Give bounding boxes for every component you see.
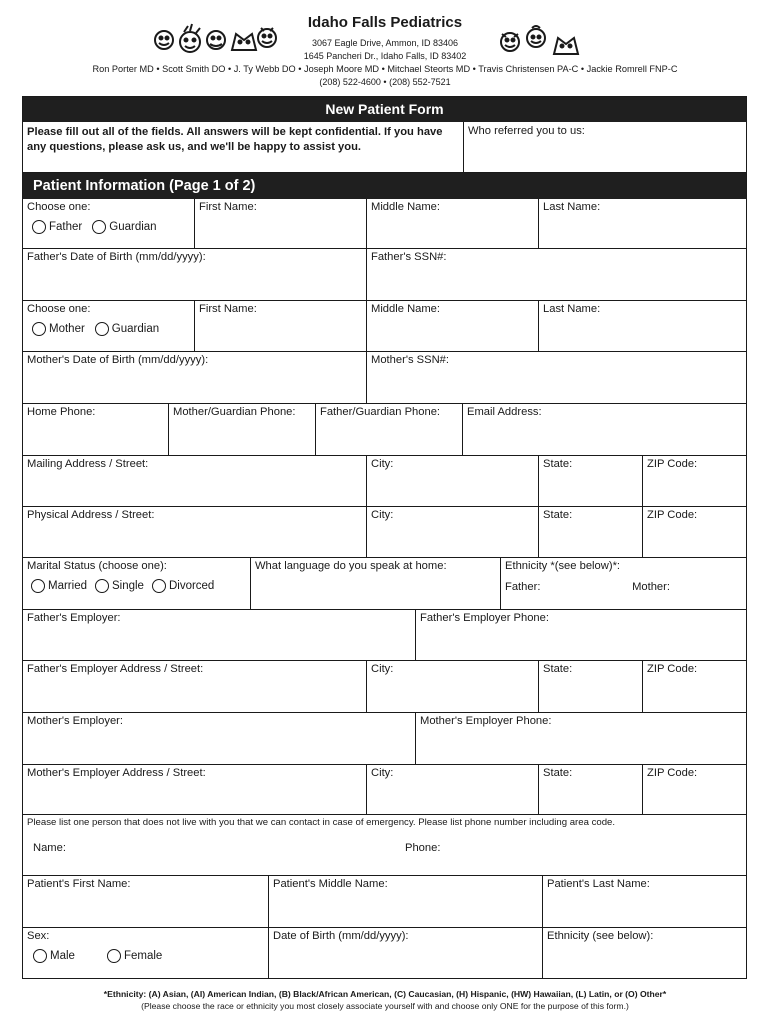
mother-employer-state-field[interactable]: State:: [539, 765, 643, 814]
guardian-radio[interactable]: Guardian: [92, 220, 156, 234]
email-field[interactable]: Email Address:: [467, 406, 542, 418]
mailing-address-row: [23, 456, 746, 507]
father-ssn-field[interactable]: Father's SSN#:: [371, 251, 447, 263]
phone-row: [23, 404, 746, 456]
mother-employer-phone-field[interactable]: Mother's Employer Phone:: [420, 715, 552, 727]
radio-circle-icon: [32, 322, 46, 336]
provider-list: Ron Porter MD • Scott Smith DO • J. Ty Webb DO • Joseph Moore MD • Mitchael Steorts MD • Travis Christensen PA-C • Jackie Romrell FNP-C: [92, 64, 678, 74]
marital-label: Marital Status (choose one):: [27, 560, 167, 572]
mother-employer-address-row: [23, 765, 746, 815]
footnote-line-2: (Please choose the race or ethnicity you most closely associate yourself with and choose only ONE for the purpose of this form.): [141, 1001, 629, 1011]
ethnicity-label: Ethnicity *(see below)*:: [505, 560, 621, 572]
mailing-zip-field[interactable]: ZIP Code:: [647, 458, 698, 470]
emergency-contact-cell: [23, 815, 746, 875]
guardian-radio[interactable]: Guardian: [95, 322, 159, 336]
radio-circle-icon: [92, 220, 106, 234]
physical-street-field[interactable]: Physical Address / Street:: [23, 507, 367, 557]
form-title: New Patient Form: [23, 97, 746, 122]
radio-circle-icon: [107, 949, 121, 963]
sex-label: Sex:: [27, 930, 50, 942]
patient-last-name-field[interactable]: Patient's Last Name:: [547, 878, 650, 890]
radio-circle-icon: [95, 579, 109, 593]
mother-phone-field[interactable]: Mother/Guardian Phone:: [169, 404, 316, 455]
patient-first-name-field[interactable]: Patient's First Name:: [23, 876, 269, 927]
intro-text: Please fill out all of the fields. All answers will be kept confidential. If you have any questions, please ask us, and we'll be happy to assist you.: [23, 122, 464, 172]
choose-one-label: Choose one:: [27, 303, 91, 315]
radio-circle-icon: [31, 579, 45, 593]
mother-ssn-field[interactable]: Mother's SSN#:: [371, 354, 449, 366]
mother-employer-city-field[interactable]: City:: [367, 765, 539, 814]
father-name-row: [23, 199, 746, 249]
new-patient-form: [22, 96, 747, 979]
clinic-phones: (208) 522-4600 • (208) 552-7521: [319, 77, 451, 87]
mother-dob-row: [23, 352, 746, 404]
male-radio[interactable]: Male: [33, 949, 75, 963]
ethnicity-father-field[interactable]: Father:: [505, 581, 541, 593]
father-employer-address-row: [23, 661, 746, 713]
father-employer-street-field[interactable]: Father's Employer Address / Street:: [23, 661, 367, 712]
page-header: [0, 0, 770, 96]
sex-cell: [23, 928, 269, 978]
patient-ethnicity-field[interactable]: Ethnicity (see below):: [547, 930, 654, 942]
mother-employer-row: [23, 713, 746, 765]
mailing-street-field[interactable]: Mailing Address / Street:: [23, 456, 367, 506]
mother-employer-zip-field[interactable]: ZIP Code:: [647, 767, 698, 779]
mother-first-name-field[interactable]: First Name:: [195, 301, 367, 351]
father-radio[interactable]: Father: [32, 220, 82, 234]
mother-radio[interactable]: Mother: [32, 322, 85, 336]
physical-address-row: [23, 507, 746, 558]
father-employer-field[interactable]: Father's Employer:: [23, 610, 416, 660]
father-employer-state-field[interactable]: State:: [539, 661, 643, 712]
single-radio[interactable]: Single: [95, 579, 144, 593]
clinic-name: Idaho Falls Pediatrics: [307, 14, 463, 31]
mailing-city-field[interactable]: City:: [367, 456, 539, 506]
married-radio[interactable]: Married: [31, 579, 87, 593]
mother-last-name-field[interactable]: Last Name:: [543, 303, 601, 315]
mother-employer-field[interactable]: Mother's Employer:: [23, 713, 416, 764]
clinic-address-1: 3067 Eagle Drive, Ammon, ID 83406: [311, 38, 459, 48]
father-phone-field[interactable]: Father/Guardian Phone:: [316, 404, 463, 455]
ethnicity-footnote: [0, 988, 770, 1012]
emergency-contact-row: [23, 815, 746, 876]
physical-zip-field[interactable]: ZIP Code:: [647, 509, 698, 521]
father-middle-name-field[interactable]: Middle Name:: [367, 199, 539, 248]
physical-city-field[interactable]: City:: [367, 507, 539, 557]
father-dob-field[interactable]: Father's Date of Birth (mm/dd/yyyy):: [23, 249, 367, 300]
father-choose-cell: [23, 199, 195, 248]
ethnicity-cell: [501, 558, 746, 609]
patient-dob-field[interactable]: Date of Birth (mm/dd/yyyy):: [269, 928, 543, 978]
radio-circle-icon: [33, 949, 47, 963]
intro-row: [23, 122, 746, 173]
marital-row: [23, 558, 746, 610]
father-employer-row: [23, 610, 746, 661]
father-employer-zip-field[interactable]: ZIP Code:: [647, 663, 698, 675]
mother-name-row: [23, 301, 746, 352]
father-first-name-field[interactable]: First Name:: [195, 199, 367, 248]
radio-circle-icon: [32, 220, 46, 234]
marital-status-cell: [23, 558, 251, 609]
emergency-name-field[interactable]: Name:: [33, 842, 66, 854]
father-employer-city-field[interactable]: City:: [367, 661, 539, 712]
mother-employer-street-field[interactable]: Mother's Employer Address / Street:: [23, 765, 367, 814]
radio-circle-icon: [95, 322, 109, 336]
radio-circle-icon: [152, 579, 166, 593]
mailing-state-field[interactable]: State:: [539, 456, 643, 506]
ethnicity-mother-field[interactable]: Mother:: [632, 581, 670, 593]
physical-state-field[interactable]: State:: [539, 507, 643, 557]
patient-name-row: [23, 876, 746, 928]
divorced-radio[interactable]: Divorced: [152, 579, 214, 593]
patient-middle-name-field[interactable]: Patient's Middle Name:: [269, 876, 543, 927]
father-employer-phone-field[interactable]: Father's Employer Phone:: [420, 612, 549, 624]
referred-by-field[interactable]: Who referred you to us:: [468, 125, 585, 137]
emergency-note: Please list one person that does not live with you that we can contact in case of emergency. Please list phone number including area code.: [27, 817, 616, 828]
mother-middle-name-field[interactable]: Middle Name:: [367, 301, 539, 351]
mother-dob-field[interactable]: Mother's Date of Birth (mm/dd/yyyy):: [23, 352, 367, 403]
clinic-address-2: 1645 Pancheri Dr., Idaho Falls, ID 83402: [303, 51, 467, 61]
choose-one-label: Choose one:: [27, 201, 91, 213]
patient-details-row: [23, 928, 746, 978]
language-field[interactable]: What language do you speak at home:: [251, 558, 501, 609]
home-phone-field[interactable]: Home Phone:: [23, 404, 169, 455]
mother-choose-cell: [23, 301, 195, 351]
father-last-name-field[interactable]: Last Name:: [543, 201, 601, 213]
section-title: Patient Information (Page 1 of 2): [23, 173, 746, 199]
female-radio[interactable]: Female: [107, 949, 162, 963]
footnote-line-1: *Ethnicity: (A) Asian, (AI) American Indian, (B) Black/African American, (C) Caucasian, (H) Hispanic, (HW) Hawaiian, (L) Latin, or (O) Other*: [103, 989, 667, 999]
emergency-phone-field[interactable]: Phone:: [405, 842, 441, 854]
father-dob-row: [23, 249, 746, 301]
